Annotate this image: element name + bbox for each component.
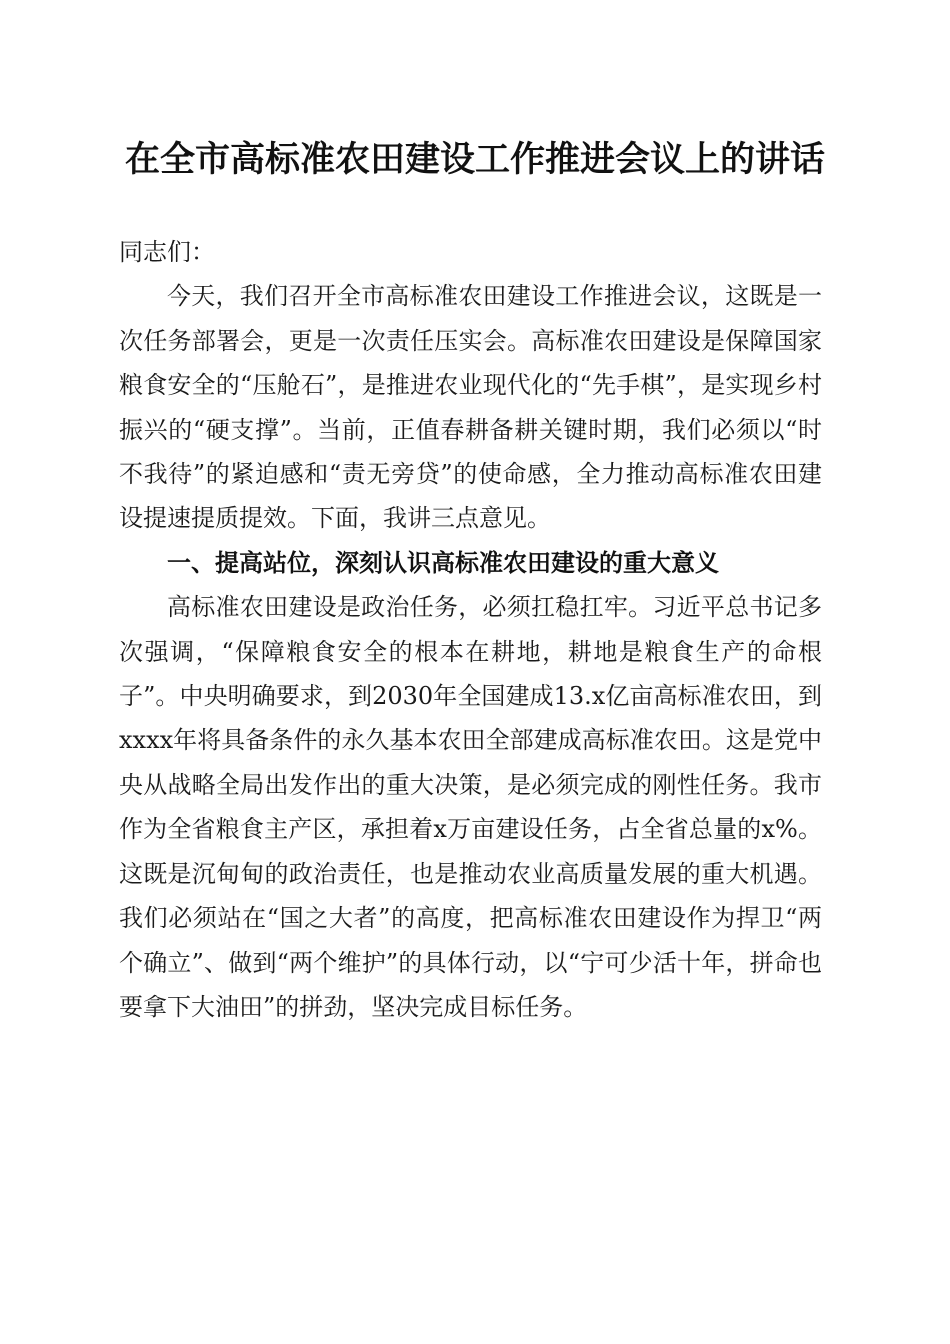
document-title: 在全市高标准农田建设工作推进会议上的讲话: [124, 139, 825, 180]
intro-paragraph: 今天，我们召开全市高标准农田建设工作推进会议，这既是一次任务部署会，更是一次责任压实会。高标准农田建设是保障国家粮食安全的“压舱石”，是推进农业现代化的“先手棋”，是实现乡村振兴的“硬支撑”。当前，正值春耕备耕关键时期，我们必须以“时不我待”的紧迫感和“责无旁贷”的使命感，全力推动高标准农田建设提速提质提效。下面，我讲三点意见。: [119, 282, 822, 533]
section-heading-1: 一、提高站位，深刻认识高标准农田建设的重大意义: [167, 548, 719, 577]
salutation: 同志们：: [119, 238, 215, 266]
section-1-paragraph: 高标准农田建设是政治任务，必须扛稳扛牢。习近平总书记多次强调，“保障粮食安全的根本在耕地，耕地是粮食生产的命根子”。中央明确要求，到2030年全国建成13.x亿亩高标准农田，到xxxx年将具备条件的永久基本农田全部建成高标准农田。这是党中央从战略全局出发作出的重大决策，是必须完成的刚性任务。我市作为全省粮食主产区，承担着x万亩建设任务，占全省总量的x%。这既是沉甸甸的政治责任，也是推动农业高质量发展的重大机遇。我们必须站在“国之大者”的高度，把高标准农田建设作为捍卫“两个确立”、做到“两个维护”的具体行动，以“宁可少活十年，拼命也要拿下大油田”的拼劲，坚决完成目标任务。: [119, 593, 822, 1021]
document-body: [119, 230, 822, 1029]
